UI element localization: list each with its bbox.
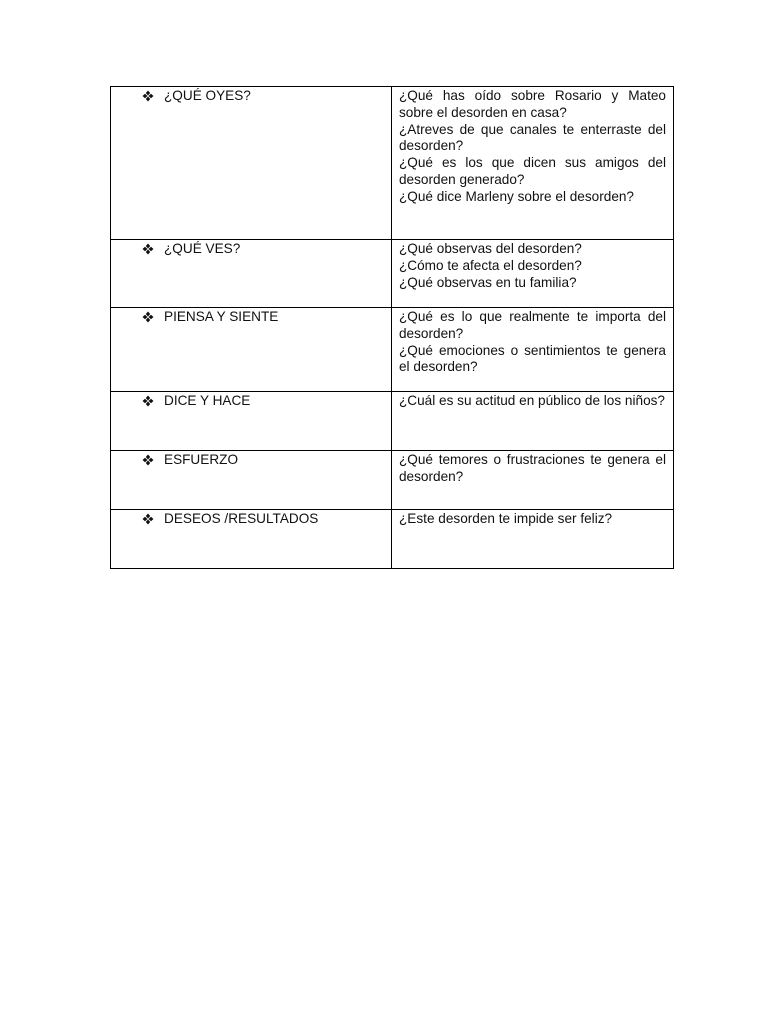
questions-cell	[392, 451, 674, 510]
question-text: ¿Qué has oído sobre Rosario y Mateo sobre el desorden en casa?	[399, 88, 666, 120]
question-text: ¿Qué es los que dicen sus amigos del desorden generado?	[399, 155, 666, 187]
category-cell	[111, 308, 392, 392]
diamond-bullet-icon	[142, 395, 154, 407]
table-row	[111, 87, 674, 240]
table-row	[111, 308, 674, 392]
category-cell	[111, 240, 392, 308]
table-row	[111, 392, 674, 451]
category-label: ¿QUÉ OYES?	[164, 88, 251, 103]
table-row	[111, 510, 674, 569]
category-cell	[111, 87, 392, 240]
question-text: ¿Cómo te afecta el desorden?	[399, 257, 582, 273]
questions-cell	[392, 308, 674, 392]
category-label: PIENSA Y SIENTE	[164, 309, 279, 324]
category-label: DICE Y HACE	[164, 393, 251, 408]
question-text: ¿Cuál es su actitud en público de los niños?	[399, 393, 665, 408]
questions-cell	[392, 510, 674, 569]
diamond-bullet-icon	[142, 90, 154, 102]
question-text: ¿Qué dice Marleny sobre el desorden?	[399, 188, 634, 204]
diamond-bullet-icon	[142, 311, 154, 323]
question-text: ¿Atreves de que canales te enterraste del desorden?	[399, 121, 666, 154]
questions-cell	[392, 240, 674, 308]
category-cell	[111, 510, 392, 569]
question-text: ¿Qué observas del desorden?	[399, 241, 582, 256]
category-cell	[111, 451, 392, 510]
question-text: ¿Este desorden te impide ser feliz?	[399, 511, 613, 526]
category-label: DESEOS /RESULTADOS	[164, 511, 319, 526]
question-text: ¿Qué emociones o sentimientos te genera el desorden?	[399, 342, 666, 375]
diamond-bullet-icon	[142, 454, 154, 466]
question-text: ¿Qué observas en tu familia?	[399, 274, 577, 290]
questions-cell	[392, 392, 674, 451]
diamond-bullet-icon	[142, 243, 154, 255]
category-cell	[111, 392, 392, 451]
table-row	[111, 451, 674, 510]
questions-cell	[392, 87, 674, 240]
category-label: ESFUERZO	[164, 452, 239, 467]
empathy-map-table	[110, 86, 674, 569]
diamond-bullet-icon	[142, 513, 154, 525]
table-row	[111, 240, 674, 308]
question-text: ¿Qué temores o frustraciones te genera el desorden?	[399, 452, 666, 484]
category-label: ¿QUÉ VES?	[164, 241, 241, 256]
question-text: ¿Qué es lo que realmente te importa del desorden?	[399, 309, 666, 341]
